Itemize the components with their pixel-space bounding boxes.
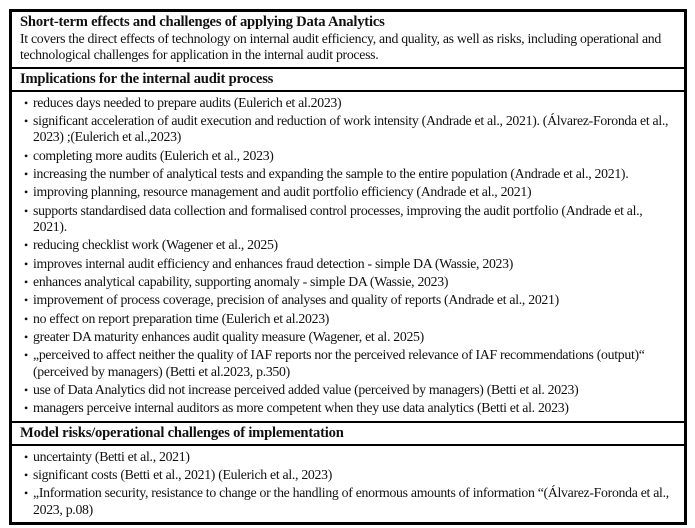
list-item	[20, 311, 676, 328]
list-item	[20, 329, 676, 346]
list-item	[20, 382, 676, 399]
list-item-text: enhances analytical capability, supporting anomaly - simple DA (Wassie, 2023)	[33, 273, 449, 289]
list-item	[20, 256, 676, 273]
list-item	[20, 347, 676, 380]
list-item-text: greater DA maturity enhances audit quality measure (Wagener, et al. 2025)	[33, 328, 424, 344]
list-item-text: increasing the number of analytical tests and expanding the sample to the entire population (Andrade et al., 2021).	[33, 165, 629, 181]
list-item-text: completing more audits (Eulerich et al., 2023)	[33, 147, 274, 163]
bullet-icon: •	[24, 256, 28, 271]
table-description: It covers the direct effects of technology on internal audit efficiency, and quality, as well as risks, including operational and technological challenges for application in the internal audit process.	[20, 30, 661, 63]
bullet-icon: •	[24, 382, 28, 397]
bullet-icon: •	[24, 203, 28, 218]
section-header-label: Implications for the internal audit process	[20, 70, 274, 87]
list-item	[20, 95, 676, 112]
list-item	[20, 485, 676, 518]
list-item	[20, 237, 676, 254]
bullet-icon: •	[24, 311, 28, 326]
list-item-text: reduces days needed to prepare audits (Eulerich et al.2023)	[33, 94, 342, 110]
list-item-text: uncertainty (Betti et al., 2021)	[33, 448, 190, 464]
list-item	[20, 113, 676, 146]
list-item	[20, 292, 676, 309]
list-item	[20, 274, 676, 291]
bullet-icon: •	[24, 148, 28, 163]
list-item-text: managers perceive internal auditors as more competent when they use data analytics (Betti et al. 2023)	[33, 400, 569, 416]
list-item-text: use of Data Analytics did not increase perceived added value (perceived by managers) (Betti et al. 2023)	[33, 381, 579, 397]
list-item-text: no effect on report preparation time (Eulerich et al.2023)	[33, 310, 330, 326]
section-header-risks	[12, 423, 684, 446]
bullet-icon: •	[24, 185, 28, 200]
list-item-text: supports standardised data collection and formalised control processes, improving the audit portfolio (Andrade et al., 2021).	[33, 202, 643, 235]
list-item-text: improvement of process coverage, precision of analyses and quality of reports (Andrade et al., 2021)	[33, 292, 559, 308]
list-item-text: „Information security, resistance to change or the handling of enormous amounts of information “(Álvarez-Foronda et al., 2023, p.08)	[33, 485, 669, 517]
bullet-icon: •	[24, 449, 28, 464]
bullet-icon: •	[24, 467, 28, 482]
bullet-icon: •	[24, 95, 28, 110]
implications-list	[12, 92, 684, 423]
bullet-icon: •	[24, 401, 28, 416]
list-item	[20, 400, 676, 417]
bullet-icon: •	[24, 486, 28, 501]
bullet-icon: •	[24, 348, 28, 363]
bullet-icon: •	[24, 238, 28, 253]
list-item	[20, 148, 676, 165]
bullet-icon: •	[24, 293, 28, 308]
risks-list	[12, 446, 684, 523]
list-item-text: improving planning, resource management and audit portfolio efficiency (Andrade et al., 2021)	[33, 184, 532, 200]
list-item-text: reducing checklist work (Wagener et al., 2025)	[33, 237, 278, 253]
bullet-icon: •	[24, 113, 28, 128]
section-header-label: Model risks/operational challenges of implementation	[20, 424, 344, 441]
list-item	[20, 467, 676, 484]
list-item	[20, 203, 676, 236]
summary-table	[9, 9, 687, 525]
list-item-text: significant costs (Betti et al., 2021) (Eulerich et al., 2023)	[33, 466, 333, 482]
bullet-icon: •	[24, 166, 28, 181]
table-title: Short-term effects and challenges of applying Data Analytics	[20, 14, 385, 30]
list-item-text: „perceived to affect neither the quality of IAF reports nor the perceived relevance of IAF recommendations (output)“ (perceived by managers) (Betti et al.2023, p.350)	[33, 347, 645, 379]
bullet-icon: •	[24, 274, 28, 289]
list-item	[20, 449, 676, 466]
table-title-section	[12, 12, 684, 69]
list-item	[20, 184, 676, 201]
list-item-text: improves internal audit efficiency and enhances fraud detection - simple DA (Wassie, 2023)	[33, 255, 514, 271]
bullet-icon: •	[24, 329, 28, 344]
list-item	[20, 166, 676, 183]
list-item-text: significant acceleration of audit execution and reduction of work intensity (Andrade et al., 2021). (Álvarez-Foronda et al., 2023) ;(Eulerich et al.,2023)	[33, 112, 669, 145]
section-header-implications	[12, 69, 684, 92]
